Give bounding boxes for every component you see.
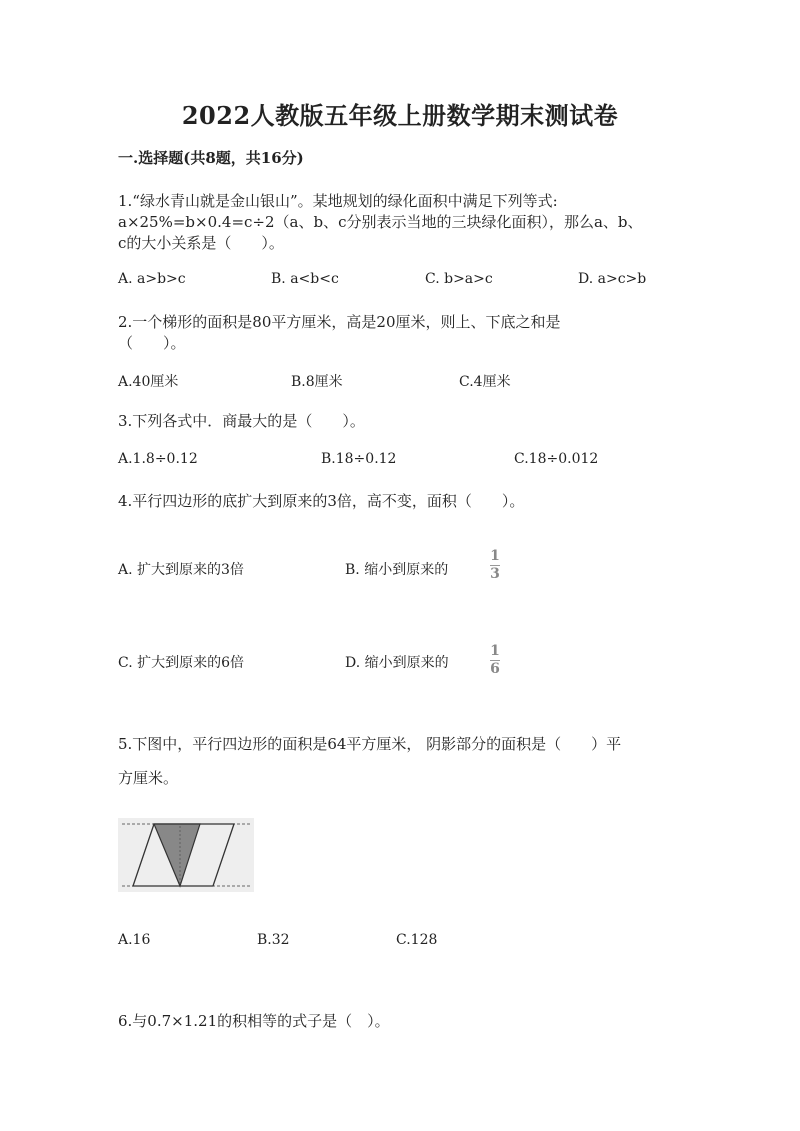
q1-line-3: c的大小关系是（ ）。 <box>118 234 284 252</box>
fraction-denominator: 3 <box>490 566 500 582</box>
q2-option-a: A.40厘米 <box>118 374 179 390</box>
q1-line-1: 1.“绿水青山就是金山银山”。某地规划的绿化面积中满足下列等式: <box>118 192 558 210</box>
page-title: 2022人教版五年级上册数学期末测试卷 <box>181 101 619 130</box>
q6-line-1: 6.与0.7×1.21的积相等的式子是（ ）。 <box>118 1012 390 1030</box>
q4-line-1: 4.平行四边形的底扩大到原来的3倍，高不变，面积（ ）。 <box>118 492 525 510</box>
q1-option-a: A. a>b>c <box>118 271 186 287</box>
q5-line-2: 方厘米。 <box>118 769 179 787</box>
q2-option-b: B.8厘米 <box>291 374 343 390</box>
q5-option-a: A.16 <box>118 932 151 948</box>
q3-option-a: A.1.8÷0.12 <box>118 451 198 467</box>
q3-option-b: B.18÷0.12 <box>321 451 397 467</box>
fraction-denominator: 6 <box>490 661 500 677</box>
q4-option-d: D. 缩小到原来的 <box>345 655 449 671</box>
q2-option-c: C.4厘米 <box>459 374 511 390</box>
q4-option-a: A. 扩大到原来的3倍 <box>118 562 244 578</box>
q5-line-1: 5.下图中，平行四边形的面积是64平方厘米， 阴影部分的面积是（ ）平 <box>118 735 622 753</box>
q3-line-1: 3.下列各式中．商最大的是（ ）。 <box>118 412 365 430</box>
q1-option-d: D. a>c>b <box>578 271 647 287</box>
q5-option-c: C.128 <box>396 932 438 948</box>
section-heading: 一.选择题(共8题，共16分) <box>118 149 304 167</box>
q1-line-2: a×25%=b×0.4=c÷2（a、b、c分别表示当地的三块绿化面积），那么a、b、 <box>118 213 643 231</box>
q1-option-b: B. a<b<c <box>271 271 339 287</box>
q4-option-b-fraction <box>490 549 500 582</box>
parallelogram-figure <box>118 818 254 892</box>
fraction-numerator: 1 <box>490 548 500 564</box>
q2-line-1: 2.一个梯形的面积是80平方厘米，高是20厘米，则上、下底之和是 <box>118 313 561 331</box>
q3-option-c: C.18÷0.012 <box>514 451 599 467</box>
q4-option-d-fraction <box>490 644 500 677</box>
fraction-numerator: 1 <box>490 643 500 659</box>
q5-option-b: B.32 <box>257 932 290 948</box>
q4-option-b: B. 缩小到原来的 <box>345 562 449 578</box>
q2-line-2: （ ）。 <box>118 334 186 352</box>
q4-option-c: C. 扩大到原来的6倍 <box>118 655 245 671</box>
q1-option-c: C. b>a>c <box>425 271 493 287</box>
